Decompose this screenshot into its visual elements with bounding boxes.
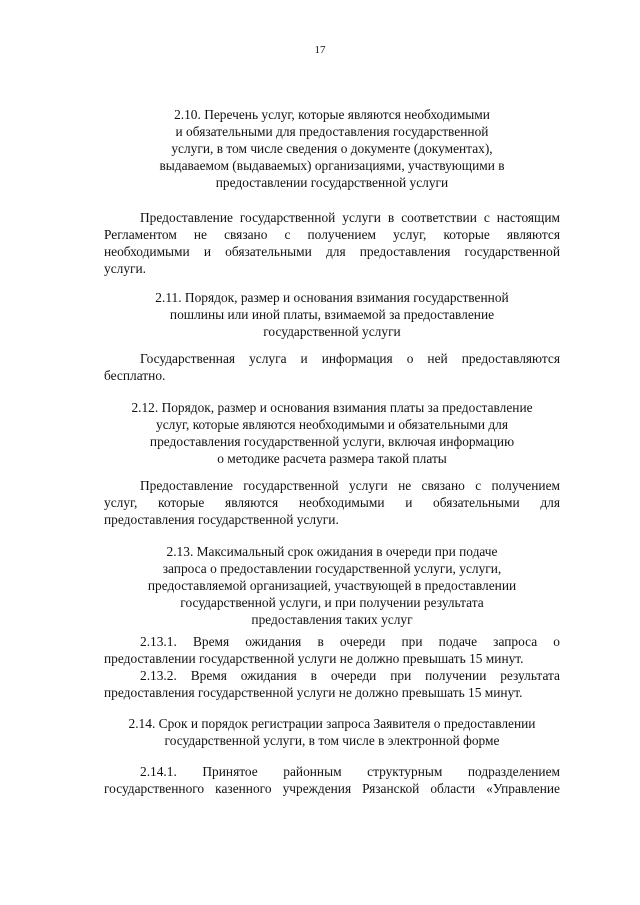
- body-line: государственного казенного учреждения Рязанской области «Управление: [104, 781, 560, 796]
- body-line: необходимыми и обязательными для предоставления государственной: [104, 244, 560, 259]
- body-line: предоставления государственной услуги.: [104, 512, 339, 527]
- heading-line: услуг, которые являются необходимыми и обязательными для: [156, 417, 508, 432]
- section-2-13-2-body: [104, 667, 560, 701]
- section-2-12-heading: [104, 399, 560, 467]
- heading-line: запроса о предоставлении государственной услуги, услуги,: [162, 561, 502, 576]
- section-2-12-body: [104, 477, 560, 528]
- heading-line: предоставления государственной услуги, включая информацию: [149, 434, 515, 449]
- body-line: 2.13.2. Время ожидания в очереди при получении результата: [140, 668, 560, 683]
- heading-line: государственной услуги: [263, 324, 401, 339]
- heading-line: услуги, в том числе сведения о документе (документах),: [171, 141, 493, 156]
- heading-line: 2.12. Порядок, размер и основания взимания платы за предоставление: [131, 400, 533, 415]
- body-line: 2.14.1. Принятое районным структурным подразделением: [140, 764, 560, 779]
- heading-line: 2.13. Максимальный срок ожидания в очереди при подаче: [166, 544, 498, 559]
- body-line: предоставлении государственной услуги не должно превышать 15 минут.: [104, 651, 524, 666]
- heading-line: предоставления таких услуг: [251, 612, 413, 627]
- heading-line: предоставлении государственной услуги: [215, 175, 449, 190]
- section-2-11-heading: [104, 289, 560, 340]
- body-line: 2.13.1. Время ожидания в очереди при подаче запроса о: [140, 634, 560, 649]
- section-2-10-heading: [104, 106, 560, 191]
- body-line: Предоставление государственной услуги в соответствии с настоящим: [140, 210, 560, 225]
- heading-line: 2.11. Порядок, размер и основания взимания государственной: [155, 290, 509, 305]
- body-line: предоставления государственной услуги не должно превышать 15 минут.: [104, 685, 523, 700]
- section-2-14-body: [104, 763, 560, 797]
- section-2-10-body: [104, 209, 560, 277]
- heading-line: выдаваемом (выдаваемых) организациями, участвующими в: [159, 158, 505, 173]
- body-line: услуг, которые являются необходимыми и обязательными для: [104, 495, 560, 510]
- heading-line: государственной услуги, и при получении результата: [180, 595, 484, 610]
- section-2-13-1-body: [104, 633, 560, 667]
- section-2-13-heading: [104, 543, 560, 628]
- heading-line: о методике расчета размера такой платы: [217, 451, 447, 466]
- heading-line: государственной услуги, в том числе в электронной форме: [164, 733, 500, 748]
- section-2-14-heading: [104, 715, 560, 749]
- page-number: 17: [314, 44, 326, 56]
- body-line: бесплатно.: [104, 368, 166, 383]
- body-line: Предоставление государственной услуги не связано с получением: [140, 478, 560, 493]
- heading-line: пошлины или иной платы, взимаемой за предоставление: [169, 307, 495, 322]
- heading-line: и обязательными для предоставления государственной: [175, 124, 489, 139]
- heading-line: предоставляемой организацией, участвующей в предоставлении: [147, 578, 517, 593]
- heading-line: 2.10. Перечень услуг, которые являются необходимыми: [174, 107, 490, 122]
- body-line: услуги.: [104, 261, 147, 276]
- section-2-11-body: [104, 350, 560, 384]
- heading-line: 2.14. Срок и порядок регистрации запроса Заявителя о предоставлении: [128, 716, 536, 731]
- body-line: Государственная услуга и информация о ней предоставляются: [140, 351, 560, 366]
- body-line: Регламентом не связано с получением услуг, которые являются: [104, 227, 560, 242]
